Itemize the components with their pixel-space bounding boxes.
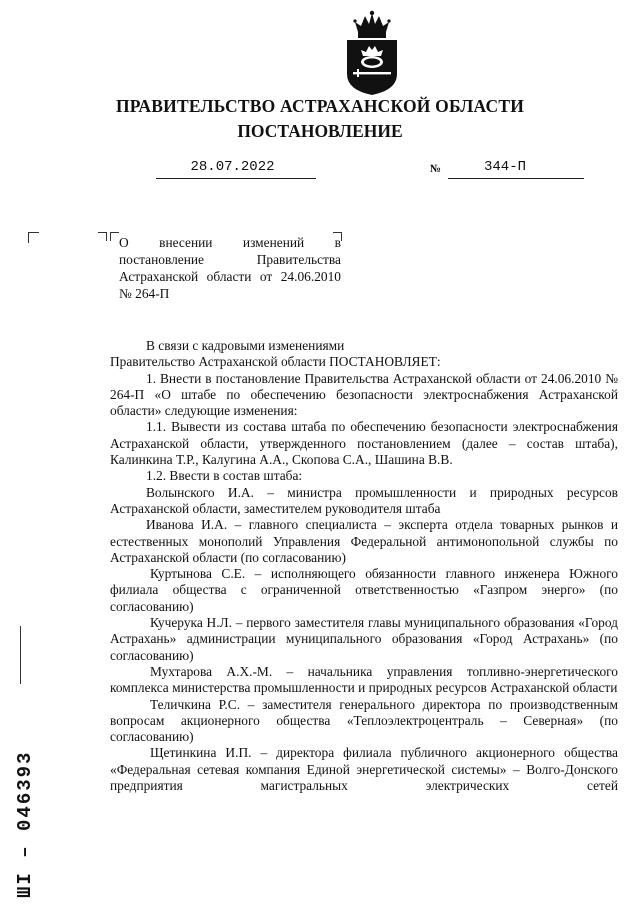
paragraph-item-1-1: 1.1. Вывести из состава штаба по обеспечению безопасности электроснабжения Астраханской области, утвержденного постановлением (далее – состав штаба), Калинкина Т.Р., Калугина А.А., Скопова С.А., Шашина В.В. <box>110 419 618 468</box>
document-date: 28.07.2022 <box>190 159 275 175</box>
organization-title: ПРАВИТЕЛЬСТВО АСТРАХАНСКОЙ ОБЛАСТИ <box>115 96 525 116</box>
number-sign: № <box>430 163 442 175</box>
paragraph-telichkin: Теличкина Р.С. – заместителя генерального директора по производственным вопросам акционерного общества «Теплоэлектроцентраль – Северная» (по согласованию) <box>110 696 618 745</box>
document-number: 344-П <box>483 159 526 175</box>
serial-number-stamp <box>4 660 38 900</box>
subject-left-corner-mark <box>98 232 107 241</box>
paragraph-ivanov: Иванова И.А. – главного специалиста – эксперта отдела товарных рынков и естественных монополий Управления Федеральной антимонопольной службы по Астраханской области (по согласованию) <box>110 517 618 565</box>
document-body <box>110 338 618 794</box>
subject-left-corner-mark-2 <box>110 232 119 241</box>
paragraph-item-1-2: 1.2. Ввести в состав штаба: <box>146 468 303 484</box>
document-subject: О внесении изменений в постановление Правительства Астраханской области от 24.06.2010 № 264-П <box>119 235 341 301</box>
number-underline <box>448 178 584 179</box>
paragraph-mukhtarov: Мухтарова А.Х.-М. – начальника управления топливно-энергетического комплекса министерства промышленности и природных ресурсов Астраханской области <box>110 663 618 696</box>
paragraph-kucheruk: Кучерука Н.Л. – первого заместителя главы муниципального образования «Город Астрахань» администрации муниципального образования «Город Астрахань» (по согласованию) <box>110 615 618 663</box>
left-corner-mark <box>28 232 39 243</box>
document-type: ПОСТАНОВЛЕНИЕ <box>237 121 403 141</box>
paragraph-volynsky: Волынского И.А. – министра промышленности и природных ресурсов Астраханской области, заместителем руководителя штаба <box>110 484 618 516</box>
paragraph-shchetinkin: Щетинкина И.П. – директора филиала публичного акционерного общества «Федеральная сетевая компания Единой энергетической системы» – Волго-Донского предприятия магистральных электрических сетей <box>110 745 618 794</box>
coat-of-arms-emblem <box>345 10 399 96</box>
date-underline <box>156 178 316 179</box>
paragraph-item-1: 1. Внести в постановление Правительства Астраханской области от 24.06.2010 № 264-П «О штабе по обеспечению безопасности электроснабжения Астраханской области» следующие изменения: <box>110 370 618 419</box>
paragraph-kurtynov: Куртынова С.Е. – исполняющего обязанности главного инженера Южного филиала общества с ограниченной ответственностью «Газпром энерго» (по согласованию) <box>110 566 618 614</box>
paragraph-resolves: Правительство Астраханской области ПОСТАНОВЛЯЕТ: <box>110 354 441 370</box>
paragraph-preamble: В связи с кадровыми изменениями <box>146 338 345 353</box>
serial-number: ШI – 046393 <box>14 750 36 898</box>
